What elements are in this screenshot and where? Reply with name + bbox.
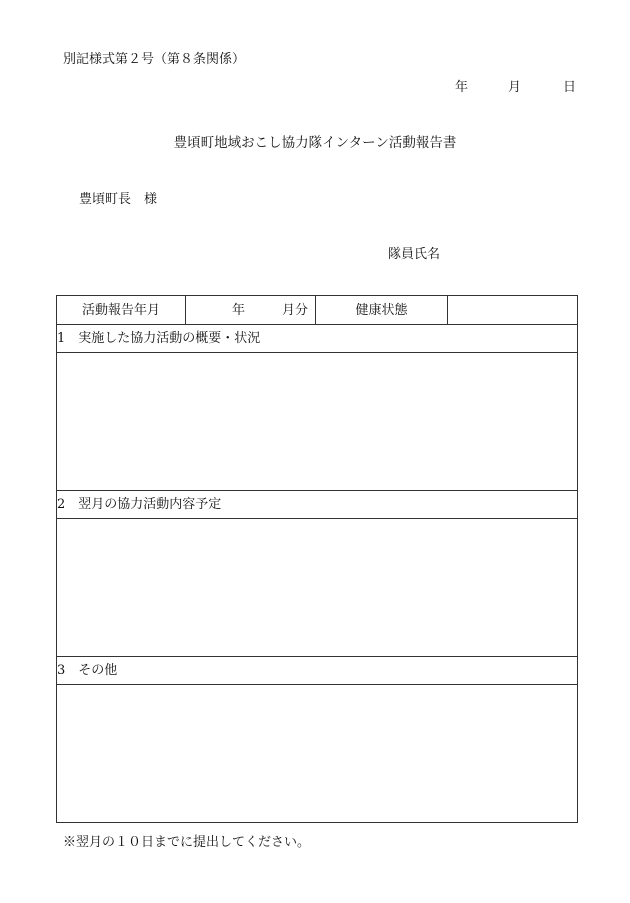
section-1-field[interactable] xyxy=(57,353,578,491)
section-3-body-row xyxy=(57,685,578,823)
submission-note: ※翌月の１０日までに提出してください。 xyxy=(63,835,311,850)
section-3-heading: 3 その他 xyxy=(57,657,578,685)
period-month-label: 月分 xyxy=(282,303,309,318)
section-1-body-row xyxy=(57,353,578,491)
section-1-heading: 1 実施した協力活動の概要・状況 xyxy=(57,325,578,353)
section-1-heading-row xyxy=(57,325,578,353)
date-day-label: 日 xyxy=(563,80,577,95)
health-field[interactable] xyxy=(448,296,578,325)
period-label: 活動報告年月 xyxy=(57,296,186,325)
period-year-label: 年 xyxy=(232,303,246,318)
member-name-label: 隊員氏名 xyxy=(388,247,441,262)
addressee: 豊頃町長 様 xyxy=(79,192,158,207)
period-field[interactable] xyxy=(186,296,316,325)
section-3-heading-row xyxy=(57,657,578,685)
period-row xyxy=(57,296,578,325)
date-year-label: 年 xyxy=(455,80,469,95)
section-2-field[interactable] xyxy=(57,519,578,657)
section-2-body-row xyxy=(57,519,578,657)
report-table xyxy=(56,295,578,823)
section-2-heading-row xyxy=(57,491,578,519)
health-label: 健康状態 xyxy=(316,296,448,325)
section-3-field[interactable] xyxy=(57,685,578,823)
document-title: 豊頃町地域おこし協力隊インターン活動報告書 xyxy=(173,135,457,151)
section-2-heading: 2 翌月の協力活動内容予定 xyxy=(57,491,578,519)
date-month-label: 月 xyxy=(508,80,522,95)
form-id: 別記様式第２号（第８条関係） xyxy=(63,52,246,67)
